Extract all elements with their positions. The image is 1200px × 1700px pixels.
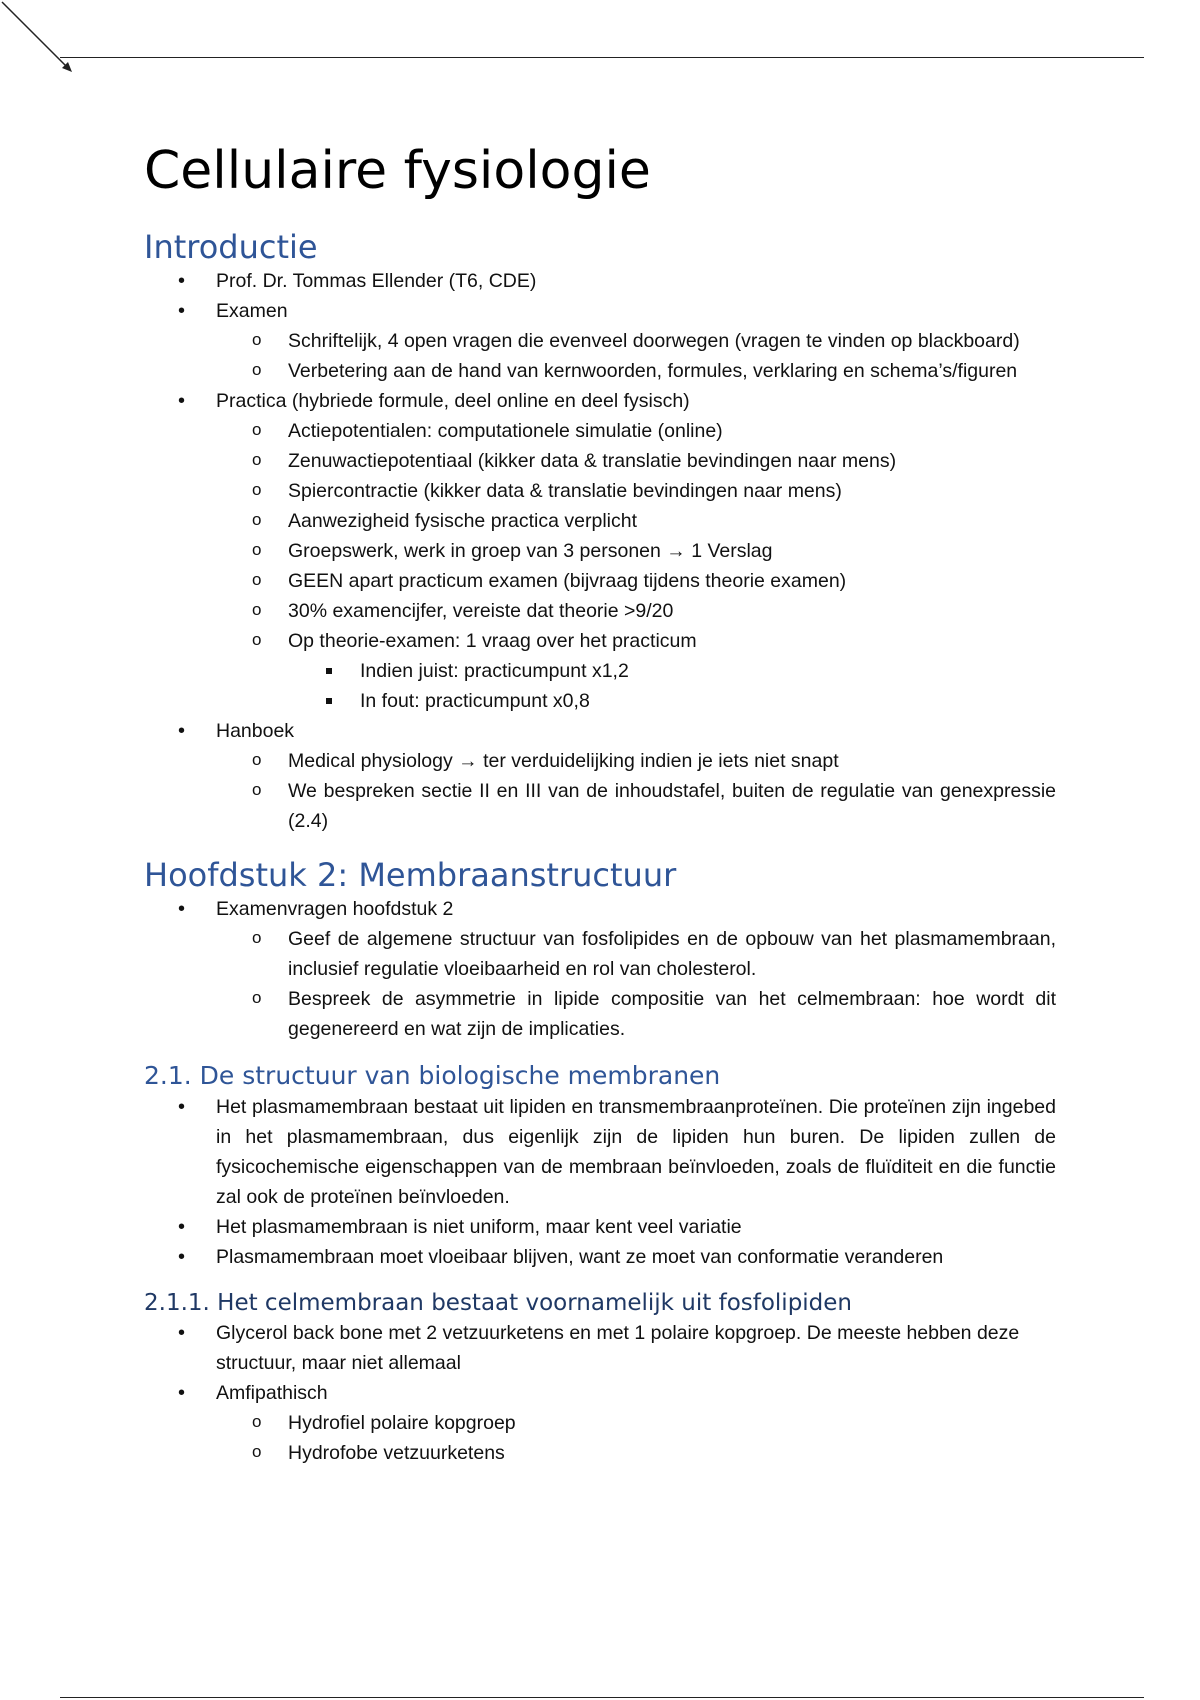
list-item: Indien juist: practicumpunt x1,2 [288, 656, 1056, 686]
section-heading-introductie: Introductie [144, 228, 318, 266]
list-item: o 30% examencijfer, vereiste dat theorie >9/20 [216, 596, 1056, 626]
list-item: o Op theorie-examen: 1 vraag over het practicum Indien juist: practicumpunt x1,2 In fout: practicumpunt x0,8 [216, 626, 1056, 716]
list-item: o Spiercontractie (kikker data & translatie bevindingen naar mens) [216, 476, 1056, 506]
list-item: • Hanboek o Medical physiology → ter verduidelijking indien je iets niet snapt o We bespreken sectie II en III van de inhoudstafel, buiten de regulatie van genexpressie (2.4) [144, 716, 1056, 836]
list-item: • Examen o Schriftelijk, 4 open vragen die evenveel doorwegen (vragen te vinden op blackboard) o Verbetering aan de hand van kernwoorden, formules, verklaring en schema’s/figuren [144, 296, 1056, 386]
hanboek-sublist [216, 746, 1056, 836]
list-item: o Groepswerk, werk in groep van 3 personen → 1 Verslag [216, 536, 1056, 566]
list-item: • Practica (hybriede formule, deel online en deel fysisch) o Actiepotentialen: computationele simulatie (online) o Zenuwactiepotentiaal (kikker data & translatie bevindingen naar mens) o Spiercontractie (kikker data & translatie bevindingen naar mens) o Aanwezigheid fysische practica verplicht o Groepswerk, werk in groep van 3 personen → 1 Verslag o GEEN apart practicum examen (bijvraag tijdens theorie examen) o 30% examencijfer, vereiste dat theorie >9/20 o Op theorie-examen: 1 vraag over het practicum Indien juist: practicumpunt x1,2 In fout: practicumpunt x0,8 [144, 386, 1056, 716]
list-item: o Hydrofiel polaire kopgroep [216, 1408, 1056, 1438]
header-rule [60, 57, 1144, 58]
footer-rule [60, 1697, 1144, 1698]
examen-sublist [216, 326, 1056, 386]
intro-list [144, 266, 1056, 836]
list-item: • Het plasmamembraan bestaat uit lipiden en transmembraanproteïnen. Die proteïnen zijn ingebed in het plasmamembraan, dus eigenlijk zijn de lipiden hun buren. De lipiden zullen de fysicochemische eigenschappen van de membraan beïnvloeden, zoals de fluïditeit en die functie zal ook de proteïnen beïnvloeden. [144, 1092, 1056, 1212]
list-item: o Medical physiology → ter verduidelijking indien je iets niet snapt [216, 746, 1056, 776]
document-body [144, 140, 1056, 1468]
section-heading-hoofdstuk-2: Hoofdstuk 2: Membraanstructuur [144, 856, 677, 894]
corner-arrow-icon [0, 0, 90, 80]
list-item: o Bespreek de asymmetrie in lipide compositie van het celmembraan: hoe wordt dit gegenereerd en wat zijn de implicaties. [216, 984, 1056, 1044]
document-title: Cellulaire fysiologie [144, 141, 651, 201]
list-item: o Aanwezigheid fysische practica verplicht [216, 506, 1056, 536]
list-item: o Zenuwactiepotentiaal (kikker data & translatie bevindingen naar mens) [216, 446, 1056, 476]
list-item: o Verbetering aan de hand van kernwoorden, formules, verklaring en schema’s/figuren [216, 356, 1056, 386]
list-item: • Glycerol back bone met 2 vetzuurketens en met 1 polaire kopgroep. De meeste hebben deze structuur, maar niet allemaal [144, 1318, 1056, 1378]
list-item: o We bespreken sectie II en III van de inhoudstafel, buiten de regulatie van genexpressie (2.4) [216, 776, 1056, 836]
list-item: In fout: practicumpunt x0,8 [288, 686, 1056, 716]
amfipathisch-sublist [216, 1408, 1056, 1468]
list-item: o Geef de algemene structuur van fosfolipides en de opbouw van het plasmamembraan, inclusief regulatie vloeibaarheid en rol van cholesterol. [216, 924, 1056, 984]
section-heading-2-1: 2.1. De structuur van biologische membranen [144, 1061, 721, 1090]
practicum-scoring-sublist [288, 656, 1056, 716]
list-item: • Amfipathisch o Hydrofiel polaire kopgroep o Hydrofobe vetzuurketens [144, 1378, 1056, 1468]
s211-list [144, 1318, 1056, 1468]
examenvragen-sublist [216, 924, 1056, 1044]
list-item: • Plasmamembraan moet vloeibaar blijven, want ze moet van conformatie veranderen [144, 1242, 1056, 1272]
list-item: • Prof. Dr. Tommas Ellender (T6, CDE) [144, 266, 1056, 296]
ch2-list [144, 894, 1056, 1044]
section-heading-2-1-1: 2.1.1. Het celmembraan bestaat voornamelijk uit fosfolipiden [144, 1290, 853, 1316]
practica-sublist [216, 416, 1056, 716]
list-item: o Schriftelijk, 4 open vragen die evenveel doorwegen (vragen te vinden op blackboard) [216, 326, 1056, 356]
list-item: • Examenvragen hoofdstuk 2 o Geef de algemene structuur van fosfolipides en de opbouw van het plasmamembraan, inclusief regulatie vloeibaarheid en rol van cholesterol. o Bespreek de asymmetrie in lipide compositie van het celmembraan: hoe wordt dit gegenereerd en wat zijn de implicaties. [144, 894, 1056, 1044]
list-item: o Actiepotentialen: computationele simulatie (online) [216, 416, 1056, 446]
list-item: o Hydrofobe vetzuurketens [216, 1438, 1056, 1468]
list-item: • Het plasmamembraan is niet uniform, maar kent veel variatie [144, 1212, 1056, 1242]
s21-list [144, 1092, 1056, 1272]
list-item: o GEEN apart practicum examen (bijvraag tijdens theorie examen) [216, 566, 1056, 596]
